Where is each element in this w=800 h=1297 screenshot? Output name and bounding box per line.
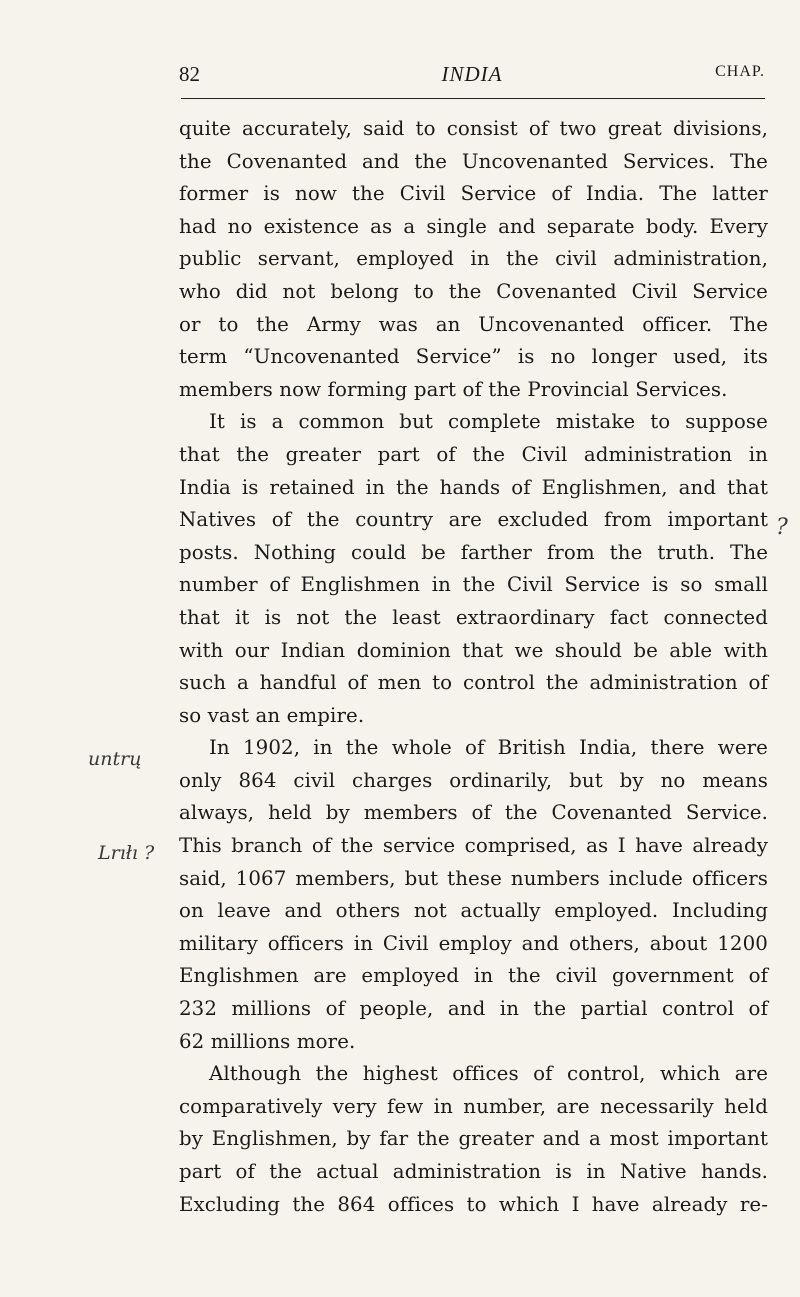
text-line: Excluding the 864 offices to which I have already re- <box>179 1192 768 1216</box>
paragraph-3 <box>179 732 768 1058</box>
paragraph-4 <box>179 1058 768 1221</box>
text-line: quite accurately, said to consist of two great divisions, <box>179 117 768 140</box>
text-line: or to the Army was an Uncovenanted officer. The <box>179 312 768 336</box>
paragraph-2 <box>179 406 768 732</box>
text-line: term “Uncovenanted Service” is no longer used, its <box>179 345 768 369</box>
text-line: had no existence as a single and separate body. Every <box>179 214 768 238</box>
margin-handwritten-note: untrų <box>88 748 142 770</box>
running-title: INDIA <box>441 62 503 86</box>
text-line: comparatively very few in number, are necessarily held <box>179 1094 768 1118</box>
text-line: It is a common but complete mistake to suppose <box>209 410 768 434</box>
text-line: members now forming part of the Provincial Services. <box>179 377 728 401</box>
text-line: In 1902, in the whole of British India, there were <box>209 736 768 760</box>
chapter-label: CHAP. <box>715 63 765 80</box>
text-line: such a handful of men to control the administration of <box>179 671 768 695</box>
text-line: military officers in Civil employ and others, about 1200 <box>179 931 768 955</box>
text-line: public servant, employed in the civil administration, <box>179 247 768 271</box>
text-line: 232 millions of people, and in the partial control of <box>179 997 768 1021</box>
text-line: Natives of the country are excluded from important <box>179 508 768 532</box>
body-text <box>179 113 768 1221</box>
text-line: former is now the Civil Service of India. The latter <box>179 182 768 206</box>
page-number: 82 <box>179 62 200 86</box>
margin-question-mark: ? <box>776 515 788 540</box>
text-line: said, 1067 members, but these numbers include officers <box>179 866 768 890</box>
text-line: number of Englishmen in the Civil Service is so small <box>179 573 768 597</box>
text-line: This branch of the service comprised, as I have already <box>179 834 768 858</box>
text-line: the Covenanted and the Uncovenanted Services. The <box>179 149 768 173</box>
text-line: 62 millions more. <box>179 1029 356 1053</box>
text-line: posts. Nothing could be farther from the truth. The <box>179 540 768 564</box>
text-line: that the greater part of the Civil administration in <box>179 442 768 466</box>
text-line: India is retained in the hands of Englishmen, and that <box>179 475 768 499</box>
text-line: Although the highest offices of control, which are <box>209 1062 768 1086</box>
text-line: that it is not the least extraordinary fact connected <box>179 605 768 629</box>
text-line: by Englishmen, by far the greater and a most important <box>179 1127 768 1151</box>
text-line: only 864 civil charges ordinarily, but by no means <box>179 768 768 792</box>
text-line: who did not belong to the Covenanted Civil Service <box>179 279 768 303</box>
margin-handwritten-note: Lrıłı ? <box>98 842 155 864</box>
paragraph-1 <box>179 113 768 406</box>
text-line: on leave and others not actually employed. Including <box>179 899 768 923</box>
header-rule <box>181 98 765 99</box>
text-line: with our Indian dominion that we should be able with <box>179 638 768 662</box>
text-line: part of the actual administration is in Native hands. <box>179 1160 768 1183</box>
text-line: so vast an empire. <box>179 703 365 727</box>
running-header <box>179 62 765 92</box>
text-line: Englishmen are employed in the civil government of <box>179 964 768 988</box>
text-line: always, held by members of the Covenanted Service. <box>179 801 768 825</box>
